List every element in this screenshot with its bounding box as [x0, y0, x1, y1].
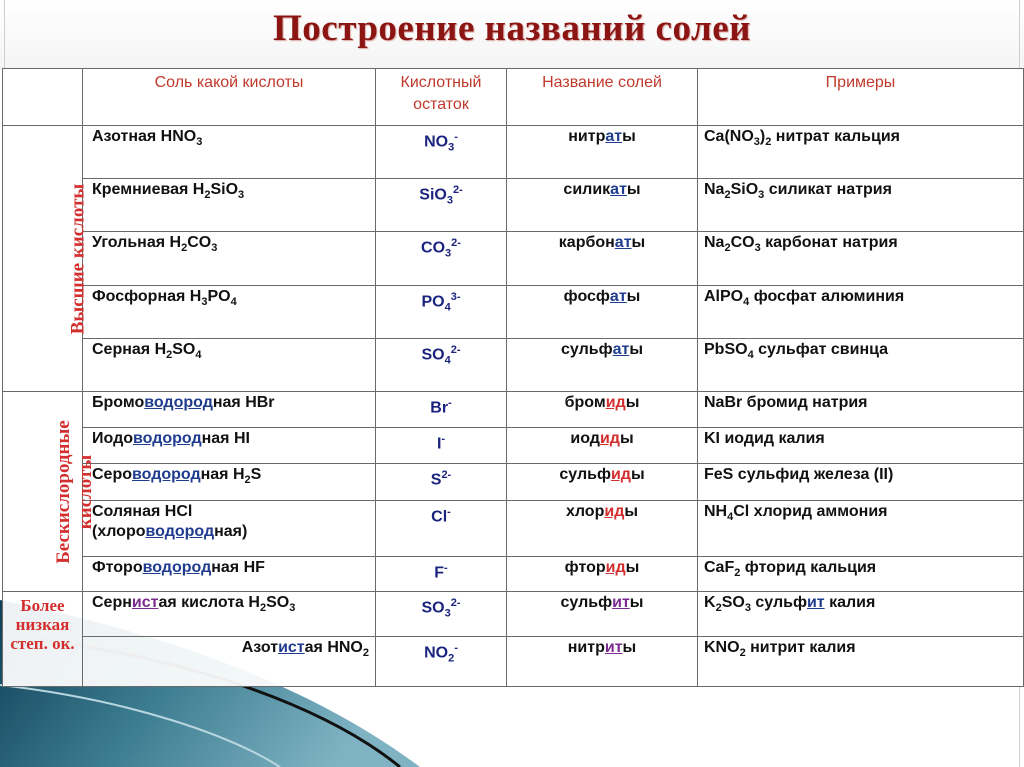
table-row: [3, 428, 1024, 464]
residue-cell: Cl-: [376, 501, 507, 557]
acid-cell: Соляная HCl (хлороводородная): [83, 501, 376, 557]
example-cell: FeS сульфид железа (II): [698, 464, 1024, 501]
example-cell: $K_2SO_3$ сульфит калия: [698, 592, 1024, 637]
table-row: [3, 557, 1024, 592]
table-row: [3, 501, 1024, 557]
salt-name-cell: силикаты: [507, 179, 698, 232]
example-cell: KI иодид калия: [698, 428, 1024, 464]
header-group: [3, 69, 83, 126]
example-cell: $Ca(NO_3)_2$ нитрат кальция: [698, 126, 1024, 179]
table-row: [3, 637, 1024, 687]
residue-cell: $S^{2-}$: [376, 464, 507, 501]
table-row: [3, 392, 1024, 428]
table-row: [3, 179, 1024, 232]
header-residue: Кислотный остаток: [376, 69, 507, 126]
group-label: Бескислородные кислоты: [52, 419, 96, 564]
salt-name-cell: карбонаты: [507, 232, 698, 286]
salt-name-cell: сульфиды: [507, 464, 698, 501]
page-title: Построение названий солей: [273, 8, 751, 49]
residue-cell: $SO_3^{2-}$: [376, 592, 507, 637]
table-row: [3, 464, 1024, 501]
example-cell: $Na_2SiO_3$ силикат натрия: [698, 179, 1024, 232]
example-cell: $NH_4Cl$ хлорид аммония: [698, 501, 1024, 557]
table-row: [3, 286, 1024, 339]
salt-name-cell: иодиды: [507, 428, 698, 464]
residue-cell: $SO_4^{2-}$: [376, 339, 507, 392]
acid-cell: Кремниевая $H_2SiO_3$: [83, 179, 376, 232]
table-row: [3, 592, 1024, 637]
residue-cell: F-: [376, 557, 507, 592]
example-cell: NaBr бромид натрия: [698, 392, 1024, 428]
acid-cell: Фтороводородная HF: [83, 557, 376, 592]
salts-table: [2, 68, 1024, 687]
acid-cell: Серная $H_2SO_4$: [83, 339, 376, 392]
salt-name-cell: сульфаты: [507, 339, 698, 392]
table-row: [3, 339, 1024, 392]
example-cell: $KNO_2$ нитрит калия: [698, 637, 1024, 687]
residue-cell: SiO$_3^{2-}$: [376, 179, 507, 232]
example-cell: CaF$_2$ фторид кальция: [698, 557, 1024, 592]
salt-name-cell: бромиды: [507, 392, 698, 428]
table-header-row: [3, 69, 1024, 126]
example-cell: AlPO$_4$ фосфат алюминия: [698, 286, 1024, 339]
group-lower-oxidation: Более низкая степ. ок.: [3, 592, 83, 687]
salt-name-cell: фосфаты: [507, 286, 698, 339]
acid-cell: Бромоводородная HBr: [83, 392, 376, 428]
group-higher-acids: [3, 126, 89, 392]
group-label: Высшие кислоты: [67, 183, 89, 334]
header-examples: Примеры: [698, 69, 1024, 126]
acid-cell: Иодоводородная HI: [83, 428, 376, 464]
example-cell: $Na_2CO_3$ карбонат натрия: [698, 232, 1024, 286]
acid-cell: Азотная $HNO_3$: [83, 126, 376, 179]
residue-cell: I-: [376, 428, 507, 464]
acid-cell: Фосфорная $H_3PO_4$: [83, 286, 376, 339]
header-acid: Соль какой кислоты: [83, 69, 376, 126]
residue-cell: $NO_3^-$: [376, 126, 507, 179]
salt-name-cell: фториды: [507, 557, 698, 592]
acid-cell: Сернистая кислота $H_2SO_3$: [83, 592, 376, 637]
residue-cell: $CO_3^{2-}$: [376, 232, 507, 286]
header-salt-name: Название солей: [507, 69, 698, 126]
salt-name-cell: хлориды: [507, 501, 698, 557]
acid-cell: Угольная $H_2CO_3$: [83, 232, 376, 286]
residue-cell: Br-: [376, 392, 507, 428]
residue-cell: $PO_4^{3-}$: [376, 286, 507, 339]
group-oxygen-free-acids: [3, 392, 96, 592]
example-cell: PbSO$_4$ сульфат свинца: [698, 339, 1024, 392]
acid-cell: Сероводородная $H_2S$: [83, 464, 376, 501]
salt-name-cell: нитраты: [507, 126, 698, 179]
acid-cell: Азотистая $HNO_2$: [83, 637, 376, 687]
table-row: [3, 126, 1024, 179]
residue-cell: $NO_2^-$: [376, 637, 507, 687]
salt-name-cell: сульфиты: [507, 592, 698, 637]
table-row: [3, 232, 1024, 286]
salt-name-cell: нитриты: [507, 637, 698, 687]
